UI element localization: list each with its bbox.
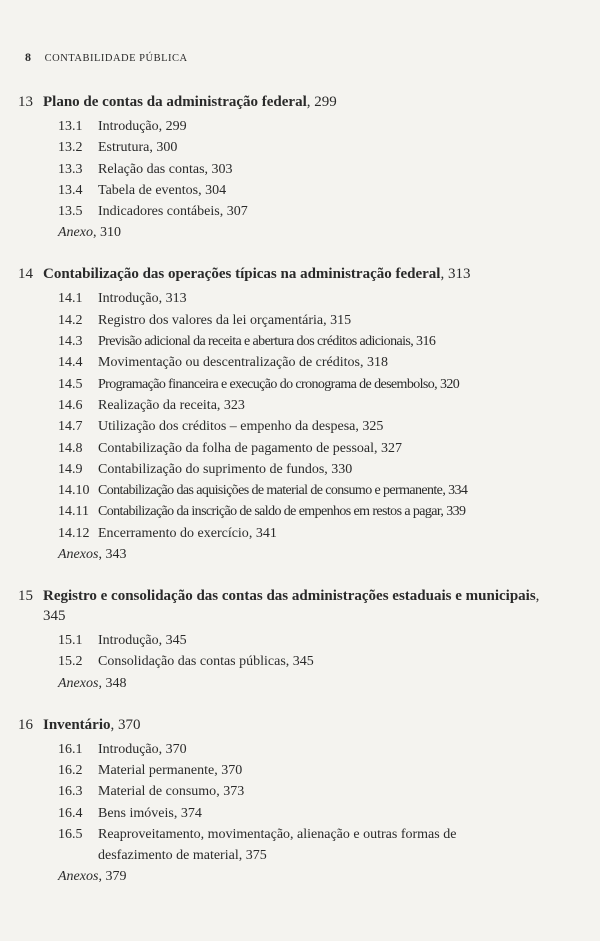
annex-label: Anexo (58, 225, 93, 241)
chapter-heading: 15 Registro e consolidação das contas das administrações estaduais e municipais, 345 (0, 586, 600, 626)
section-title: Registro dos valores da lei orçamentária (98, 312, 324, 328)
section-page: 323 (223, 397, 245, 413)
section-page: 374 (180, 805, 202, 821)
section-page: 345 (292, 654, 314, 670)
section-page: 315 (330, 312, 352, 328)
section-page: 339 (446, 504, 466, 520)
section-page: 325 (362, 419, 384, 435)
section-number: 14.7 (58, 419, 83, 435)
section-page: 303 (211, 161, 233, 177)
toc-entry: 16.3 Material de consumo, 373 (0, 781, 600, 802)
section-title: Consolidação das contas públicas (98, 654, 286, 670)
annex-page: 348 (105, 675, 127, 691)
section-title: Programação financeira e execução do cronograma de desembolso (98, 376, 435, 392)
chapter-number: 15 (18, 588, 33, 605)
section-number: 16.5 (58, 826, 83, 842)
section-title: Introdução (98, 741, 159, 757)
toc-entry: 14.3 Previsão adicional da receita e abertura dos créditos adicionais, 316 (0, 331, 600, 352)
section-number: 16.3 (58, 784, 83, 800)
chapter-16 (0, 715, 600, 888)
section-number: 16.2 (58, 762, 83, 778)
toc-entry: 14.6 Realização da receita, 323 (0, 395, 600, 416)
section-page: 300 (156, 140, 178, 156)
section-title: Material permanente (98, 762, 215, 778)
section-page: 345 (165, 633, 187, 649)
section-number: 14.12 (58, 525, 90, 541)
chapter-title: Contabilização das operações típicas na administração federal (43, 266, 441, 283)
section-number: 14.2 (58, 312, 83, 328)
table-of-contents (0, 92, 600, 908)
toc-entry: 13.3 Relação das contas, 303 (0, 159, 600, 180)
section-page: 375 (245, 848, 267, 864)
toc-entry: 15.1 Introdução, 345 (0, 630, 600, 651)
section-page: 373 (223, 784, 245, 800)
toc-entry: 13.1 Introdução, 299 (0, 116, 600, 137)
section-page: 320 (439, 376, 460, 392)
section-title: Indicadores contábeis (98, 204, 220, 220)
section-page: 330 (331, 461, 353, 477)
section-number: 16.1 (58, 741, 83, 757)
section-title: Relação das contas (98, 161, 205, 177)
chapter-number: 14 (18, 266, 33, 283)
toc-entry: 15.2 Consolidação das contas públicas, 345 (0, 651, 600, 672)
section-page: 327 (381, 440, 403, 456)
section-page: 316 (416, 334, 436, 350)
section-title: Estrutura (98, 140, 150, 156)
chapter-number: 16 (18, 716, 33, 733)
section-title: Previsão adicional da receita e abertura dos créditos adicionais (98, 334, 411, 350)
section-title: Contabilização do suprimento de fundos (98, 461, 325, 477)
section-number: 13.2 (58, 140, 83, 156)
section-page: 304 (205, 182, 227, 198)
toc-entry: 14.1 Introdução, 313 (0, 288, 600, 309)
chapter-heading: 16 Inventário, 370 (0, 715, 600, 735)
section-number: 14.8 (58, 440, 83, 456)
chapter-page: 313 (447, 266, 471, 283)
toc-entry: 14.9 Contabilização do suprimento de fundos, 330 (0, 459, 600, 480)
page-number: 8 (25, 50, 32, 64)
section-title: Contabilização da inscrição de saldo de empenhos em restos a pagar (98, 504, 441, 520)
section-number: 14.11 (58, 504, 89, 520)
toc-entry: 16.1 Introdução, 370 (0, 739, 600, 760)
section-number: 14.5 (58, 376, 83, 392)
section-number: 16.4 (58, 805, 83, 821)
toc-entry: 14.7 Utilização dos créditos – empenho da despesa, 325 (0, 416, 600, 437)
toc-entry: 13.2 Estrutura, 300 (0, 137, 600, 158)
toc-entry: 13.4 Tabela de eventos, 304 (0, 180, 600, 201)
toc-entry: 16.5 Reaproveitamento, movimentação, alienação e outras formas de desfazimento de material, 375 (0, 824, 600, 867)
annex-page: 310 (99, 225, 121, 241)
section-title: Encerramento do exercício (98, 525, 249, 541)
annex-page: 379 (105, 869, 127, 885)
annex-label: Anexos (58, 675, 99, 691)
chapter-heading: 14 Contabilização das operações típicas na administração federal, 313 (0, 264, 600, 284)
section-title: Bens imóveis (98, 805, 174, 821)
section-title: Realização da receita (98, 397, 217, 413)
toc-entry: 14.12 Encerramento do exercício, 341 (0, 523, 600, 544)
section-number: 13.4 (58, 182, 83, 198)
section-number: 14.6 (58, 397, 83, 413)
section-title: Introdução (98, 633, 159, 649)
section-number: 14.9 (58, 461, 83, 477)
chapter-title: Inventário (43, 716, 111, 733)
chapter-number: 13 (18, 94, 33, 110)
toc-entry: 13.5 Indicadores contábeis, 307 (0, 201, 600, 222)
running-title: CONTABILIDADE PÚBLICA (44, 53, 188, 64)
section-number: 13.3 (58, 161, 83, 177)
chapter-page: 370 (118, 716, 141, 733)
section-page: 370 (221, 762, 243, 778)
section-title: Movimentação ou descentralização de créditos (98, 355, 360, 371)
annex-label: Anexos (58, 547, 99, 563)
toc-entry: 16.4 Bens imóveis, 374 (0, 803, 600, 824)
section-page: 341 (255, 525, 277, 541)
chapter-heading: 13 Plano de contas da administração federal, 299 (0, 92, 600, 112)
annex-page: 343 (105, 547, 127, 563)
toc-entry: 14.4 Movimentação ou descentralização de créditos, 318 (0, 352, 600, 373)
section-page: 313 (165, 291, 187, 307)
annex-label: Anexos (58, 869, 99, 885)
section-number: 13.5 (58, 204, 83, 220)
toc-entry: 14.8 Contabilização da folha de pagamento de pessoal, 327 (0, 438, 600, 459)
section-page: 370 (165, 741, 187, 757)
chapter-15 (0, 586, 600, 694)
section-number: 15.1 (58, 633, 83, 649)
section-title: Material de consumo (98, 784, 217, 800)
section-number: 14.3 (58, 334, 83, 350)
section-title: Reaproveitamento, movimentação, alienação e outras formas de desfazimento de material (98, 826, 457, 864)
section-number: 15.2 (58, 654, 83, 670)
section-number: 13.1 (58, 119, 83, 134)
section-title: Contabilização da folha de pagamento de pessoal (98, 440, 375, 456)
section-number: 14.1 (58, 291, 83, 307)
running-header (25, 50, 188, 65)
section-page: 307 (226, 204, 248, 220)
section-page: 334 (448, 483, 468, 499)
section-page: 299 (165, 119, 187, 134)
toc-entry: 14.11 Contabilização da inscrição de saldo de empenhos em restos a pagar, 339 (0, 501, 600, 522)
annex-entry: Anexos, 379 (58, 869, 127, 885)
section-title: Contabilização das aquisições de material de consumo e permanente (98, 483, 443, 499)
section-title: Tabela de eventos (98, 182, 199, 198)
annex-entry: Anexos, 343 (58, 547, 127, 563)
section-number: 14.10 (58, 483, 90, 499)
annex-entry: Anexos, 348 (58, 675, 127, 691)
chapter-14 (0, 264, 600, 565)
chapter-title: Plano de contas da administração federal (43, 94, 307, 110)
section-title: Introdução (98, 119, 159, 134)
section-page: 318 (367, 355, 388, 371)
annex-entry: Anexo, 310 (58, 225, 121, 241)
section-number: 14.4 (58, 355, 83, 371)
toc-entry: 14.2 Registro dos valores da lei orçamentária, 315 (0, 310, 600, 331)
chapter-13 (0, 92, 600, 243)
chapter-page: 299 (314, 94, 337, 110)
chapter-title: Registro e consolidação das contas das administrações estaduais e municipais (43, 588, 536, 605)
toc-entry: 16.2 Material permanente, 370 (0, 760, 600, 781)
toc-entry: 14.10 Contabilização das aquisições de material de consumo e permanente, 334 (0, 480, 600, 501)
section-title: Utilização dos créditos – empenho da despesa (98, 419, 356, 435)
toc-entry: 14.5 Programação financeira e execução do cronograma de desembolso, 320 (0, 374, 600, 395)
section-title: Introdução (98, 291, 159, 307)
chapter-page: 345 (43, 608, 66, 625)
